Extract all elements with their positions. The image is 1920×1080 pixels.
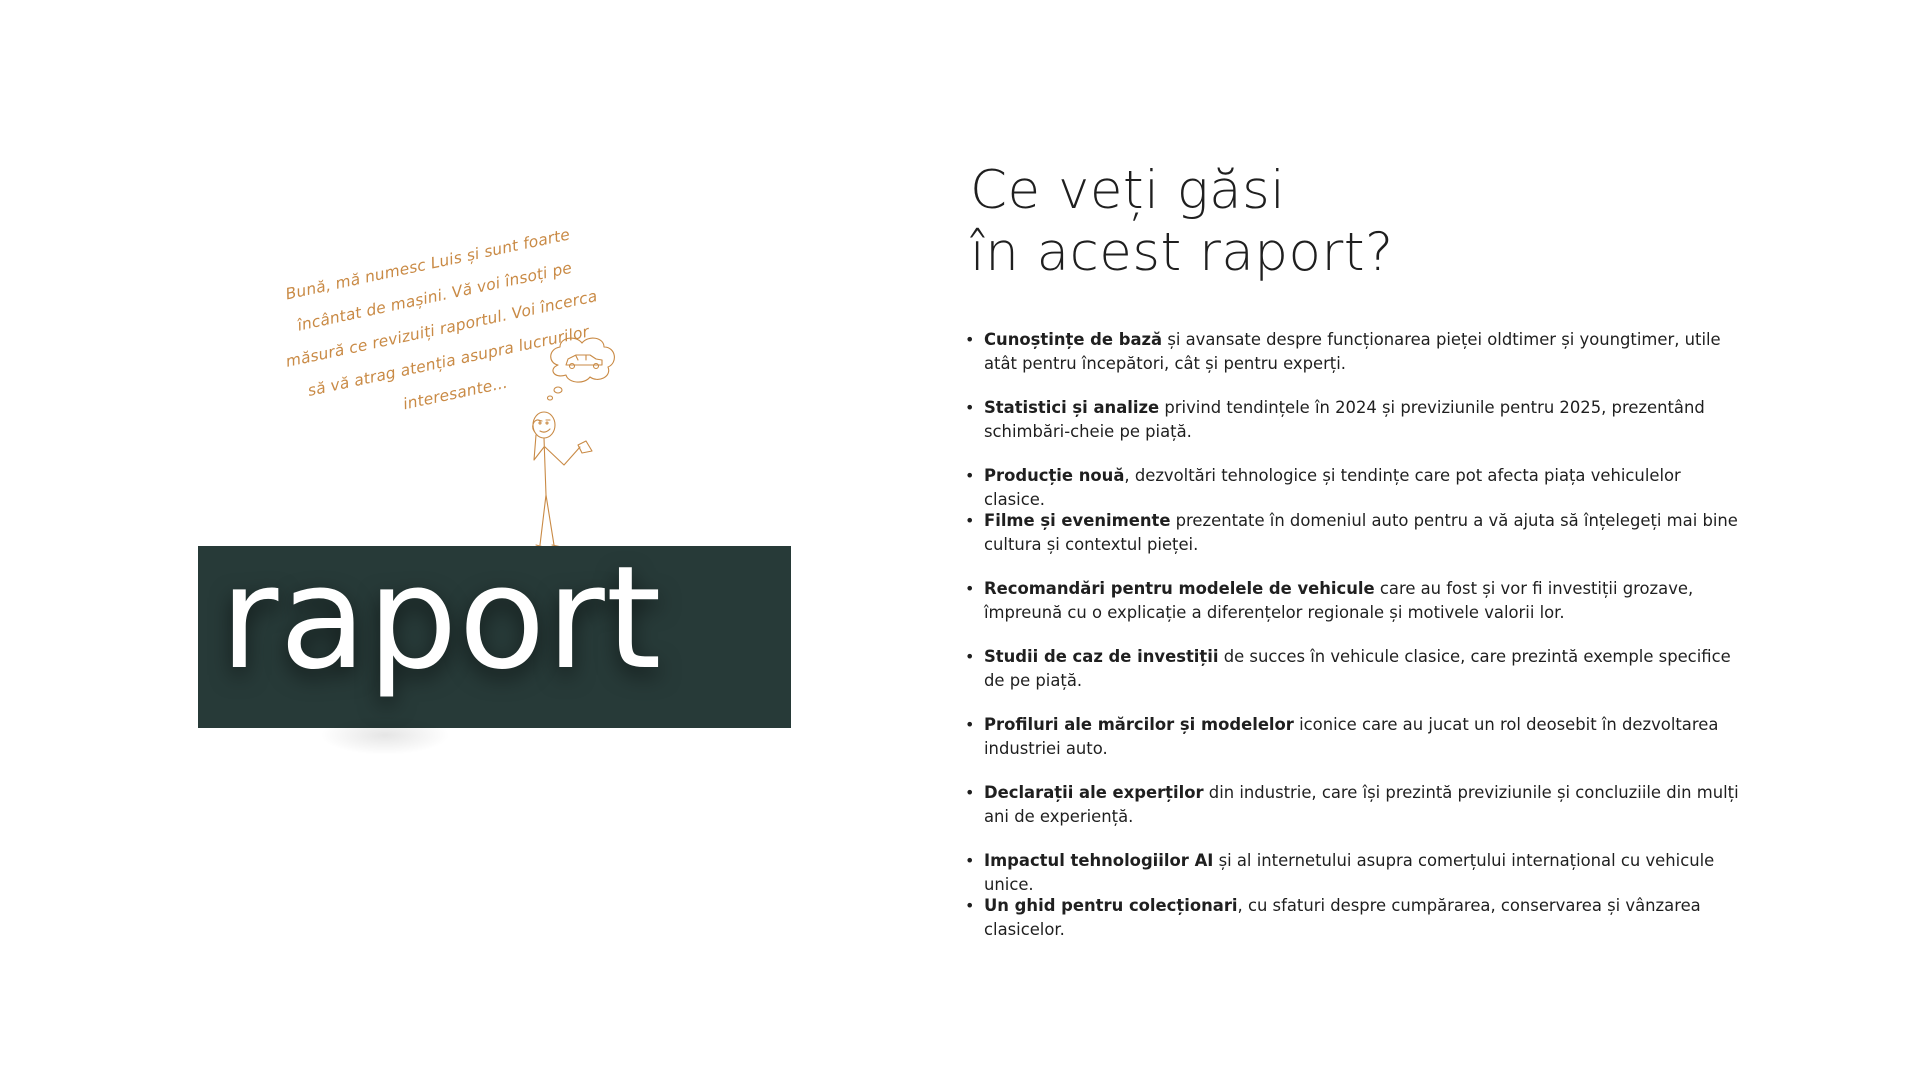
list-item-bold: Producție nouă [984, 466, 1125, 485]
list-item-text: din industrie, care își prezintă previziunile și concluziile din mulți ani de experiență. [984, 783, 1739, 826]
list-item [984, 894, 1742, 941]
list-item [984, 509, 1742, 556]
page-heading [970, 160, 1394, 284]
stick-figure-illustration [530, 335, 650, 550]
list-item-bold: Un ghid pentru colecționari [984, 896, 1238, 915]
car-icon [566, 355, 602, 369]
handwritten-note: Bună, mă numesc Luis și sunt foarte încântat de mașini. Vă voi însoți pe măsură ce revizuiți raportul. Voi încerca să vă atrag atenția asupra lucrurilor interesante... [284, 225, 599, 414]
heading-line-2: în acest raport? [970, 222, 1394, 283]
list-item-text: prezentate în domeniul auto pentru a vă ajuta să înțelegeți mai bine cultura și contextul pieței. [984, 511, 1738, 554]
list-item [984, 713, 1742, 760]
list-item-text: privind tendințele în 2024 și previziunile pentru 2025, prezentând schimbări-cheie pe piață. [984, 398, 1705, 441]
list-item [984, 328, 1742, 375]
list-item [984, 781, 1742, 828]
contents-list [962, 328, 1742, 962]
list-item-bold: Recomandări pentru modelele de vehicule [984, 579, 1375, 598]
list-item [984, 577, 1742, 624]
list-item-text: , cu sfaturi despre cumpărarea, conservarea și vânzarea clasicelor. [984, 896, 1701, 939]
list-item-text: care au fost și vor fi investiții grozave, împreună cu o explicație a diferențelor regionale și motivele valorii lor. [984, 579, 1694, 622]
thought-bubble-icon [551, 338, 615, 382]
list-item [984, 464, 1742, 509]
list-item [984, 849, 1742, 894]
list-item-text: de succes în vehicule clasice, care prezintă exemple specifice de pe piață. [984, 647, 1731, 690]
list-item-bold: Filme și evenimente [984, 511, 1171, 530]
list-item-bold: Impactul tehnologiilor AI [984, 851, 1214, 870]
list-item [984, 645, 1742, 692]
list-item-bold: Studii de caz de investiții [984, 647, 1219, 666]
head-icon [533, 412, 555, 438]
list-item-bold: Declarații ale experților [984, 783, 1204, 802]
list-item-text: și al internetului asupra comerțului internațional cu vehicule unice. [984, 851, 1715, 894]
list-item-bold: Statistici și analize [984, 398, 1160, 417]
heading-line-1: Ce veți găsi [970, 160, 1286, 221]
cover-shadow [320, 715, 450, 755]
cover-title: raport [220, 536, 663, 701]
list-item-text: iconice care au jucat un rol deosebit în dezvoltarea industriei auto. [984, 715, 1719, 758]
list-item-text: și avansate despre funcționarea pieței oldtimer și youngtimer, utile atât pentru începători, cât și pentru experți. [984, 330, 1721, 373]
list-item [984, 396, 1742, 443]
list-item-text: , dezvoltări tehnologice și tendințe care pot afecta piața vehiculelor clasice. [984, 466, 1681, 509]
list-item-bold: Cunoștințe de bază [984, 330, 1163, 349]
list-item-bold: Profiluri ale mărcilor și modelelor [984, 715, 1294, 734]
